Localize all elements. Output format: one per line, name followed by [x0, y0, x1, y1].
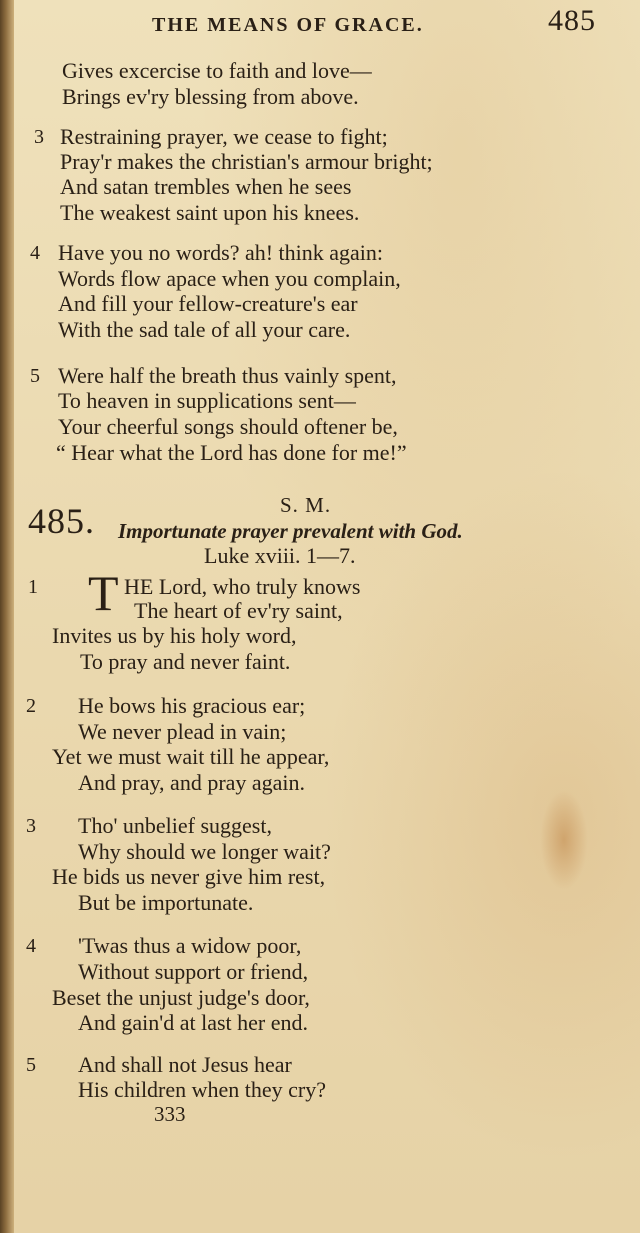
- verse-line: We never plead in vain;: [78, 719, 287, 744]
- verse-line: Why should we longer wait?: [78, 839, 331, 864]
- verse-line: With the sad tale of all your care.: [58, 317, 351, 342]
- drop-cap: T: [88, 565, 119, 621]
- verse-line: Words flow apace when you complain,: [58, 266, 401, 291]
- book-spine: [0, 0, 14, 1233]
- verse-line: Tho' unbelief suggest,: [78, 813, 272, 838]
- hymn-meter: S. M.: [280, 493, 332, 517]
- verse-line: Beset the unjust judge's door,: [52, 985, 310, 1010]
- scripture-reference: Luke xviii. 1—7.: [204, 543, 356, 568]
- verse-line: And pray, and pray again.: [78, 770, 306, 795]
- stanza-number: 3: [34, 126, 44, 148]
- stanza-number: 4: [26, 935, 36, 957]
- verse-line: His children when they cry?: [78, 1077, 327, 1102]
- verse-line: To heaven in supplications sent—: [58, 388, 356, 413]
- hymn-title: Importunate prayer prevalent with God.: [118, 519, 463, 543]
- verse-line: Gives excercise to faith and love—: [62, 58, 372, 83]
- stanza-number: 1: [28, 576, 38, 598]
- verse-line: And gain'd at last her end.: [78, 1010, 309, 1035]
- verse-line: And shall not Jesus hear: [78, 1052, 292, 1077]
- verse-line: And satan trembles when he sees: [60, 174, 352, 199]
- verse-line: Yet we must wait till he appear,: [52, 744, 330, 769]
- verse-line: He bids us never give him rest,: [52, 864, 326, 889]
- verse-line: Pray'r makes the christian's armour bright;: [60, 149, 433, 174]
- verse-line: The heart of ev'ry saint,: [134, 598, 343, 623]
- stanza-number: 3: [26, 815, 36, 837]
- verse-line: And fill your fellow-creature's ear: [58, 291, 358, 316]
- verse-line: Have you no words? ah! think again:: [58, 240, 384, 265]
- verse-line: HE Lord, who truly knows: [124, 574, 361, 599]
- verse-line: 'Twas thus a widow poor,: [78, 933, 302, 958]
- verse-line: Without support or friend,: [78, 959, 309, 984]
- verse-line: He bows his gracious ear;: [78, 693, 306, 718]
- verse-line: The weakest saint upon his knees.: [60, 200, 360, 225]
- verse-line: “ Hear what the Lord has done for me!”: [56, 440, 407, 465]
- verse-line: Restraining prayer, we cease to fight;: [60, 124, 388, 149]
- verse-line: Were half the breath thus vainly spent,: [58, 363, 397, 388]
- verse-line: To pray and never faint.: [80, 649, 291, 674]
- paper-stain: [540, 790, 588, 890]
- verse-line: Your cheerful songs should oftener be,: [58, 414, 398, 439]
- stanza-number: 4: [30, 242, 40, 264]
- stanza-number: 5: [26, 1054, 36, 1076]
- verse-line: Brings ev'ry blessing from above.: [62, 84, 359, 109]
- stanza-number: 2: [26, 695, 36, 717]
- verse-line: But be importunate.: [78, 890, 254, 915]
- stanza-number: 5: [30, 365, 40, 387]
- verse-line: Invites us by his holy word,: [52, 623, 297, 648]
- page-number: 485: [548, 4, 596, 37]
- hymn-number: 485.: [28, 501, 95, 541]
- signature-mark: 333: [154, 1102, 186, 1126]
- running-title: THE MEANS OF GRACE.: [152, 14, 424, 36]
